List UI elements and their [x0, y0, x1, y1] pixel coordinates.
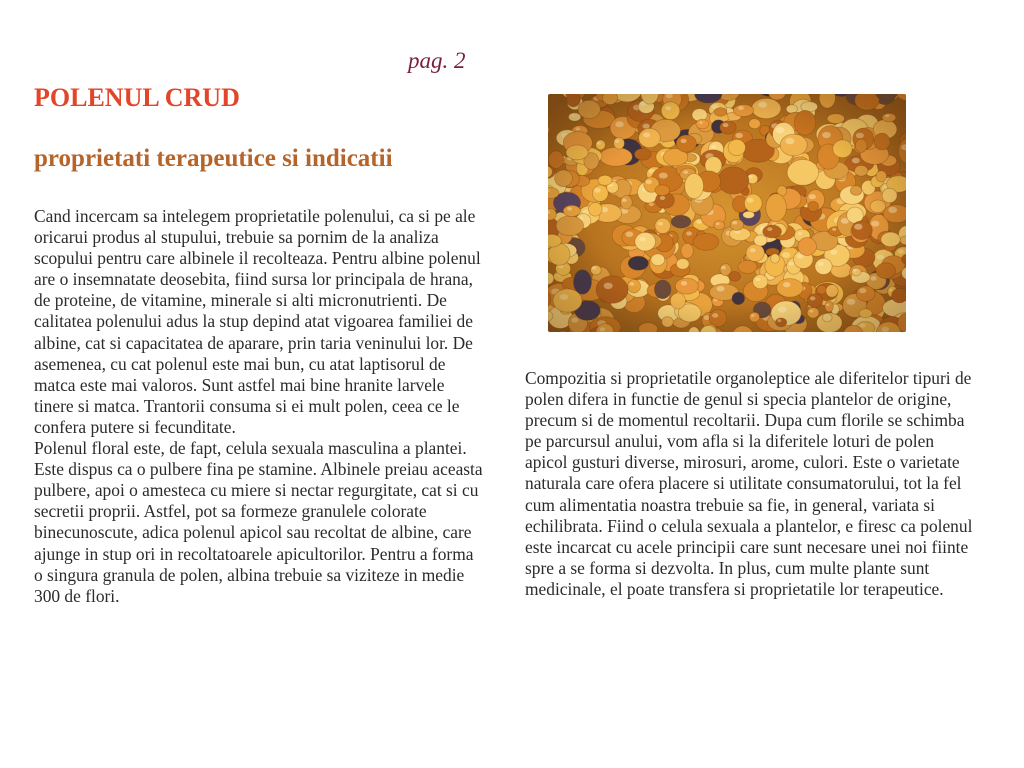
left-column [34, 206, 484, 607]
page-title: POLENUL CRUD [34, 83, 240, 112]
page-number: pag. 2 [408, 48, 466, 73]
right-paragraph-1: Compozitia si proprietatile organoleptice ale diferitelor tipuri de polen difera in functie de genul si specia plantelor de origine, precum si de momentul recoltarii. Dupa cum florile se schimba pe parcursul anului, vom afla si la diferitele loturi de polen apicol gusturi diverse, mirosuri, arome, culori. Este o varietate naturala care ofera placere si utilitate consumatorului, tot la fel cum alimentatia noastra trebuie sa fie, in general, variata si echilibrata. Fiind o celula sexuala a plantelor, e firesc ca polenul este incarcat cu acele principii care sunt necesare unei noi fiinte spre a se forma si dezvolta. In plus, cum multe plante sunt medicinale, el poate transfera si proprietatile lor terapeutice. [525, 368, 973, 599]
left-paragraph-2: Polenul floral este, de fapt, celula sexuala masculina a plantei. Este dispus ca o pulbere fina pe stamine. Albinele preiau aceasta pulbere, apoi o amesteca cu miere si nectar regurgitate, cat si cu secretii proprii. Astfel, pot sa formeze granulele colorate binecunoscute, adica polenul apicol sau recoltat de albine, care ajunge in stup ori in recoltatoarele apicultorilor. Pentru a forma o singura granula de polen, albina trebuie sa viziteze in medie 300 de flori. [34, 438, 483, 606]
right-column [525, 368, 975, 600]
bee-pollen-photo [548, 94, 906, 332]
left-paragraph-1: Cand incercam sa intelegem proprietatile polenului, ca si pe ale oricarui produs al stupului, trebuie sa pornim de la analiza scopului pentru care albinele il recolteaza. Pentru albine polenul are o insemnatate deosebita, fiind sursa lor principala de hrana, de proteine, de vitamine, minerale si alti micronutrienti. De calitatea polenului adus la stup depind atat vigoarea familiei de albine, cat si capacitatea de aparare, prin taria veninului lor. De asemenea, cu cat polenul este mai bun, cu atat laptisorul de matca este mai valoros. Sunt astfel mai bine hranite larvele tinere si matca. Trantorii consuma si ei mult polen, ceea ce le confera putere si fecunditate. [34, 206, 481, 437]
page-subtitle: proprietati terapeutice si indicatii [34, 145, 393, 172]
bee-pollen-granules-image [548, 94, 906, 332]
